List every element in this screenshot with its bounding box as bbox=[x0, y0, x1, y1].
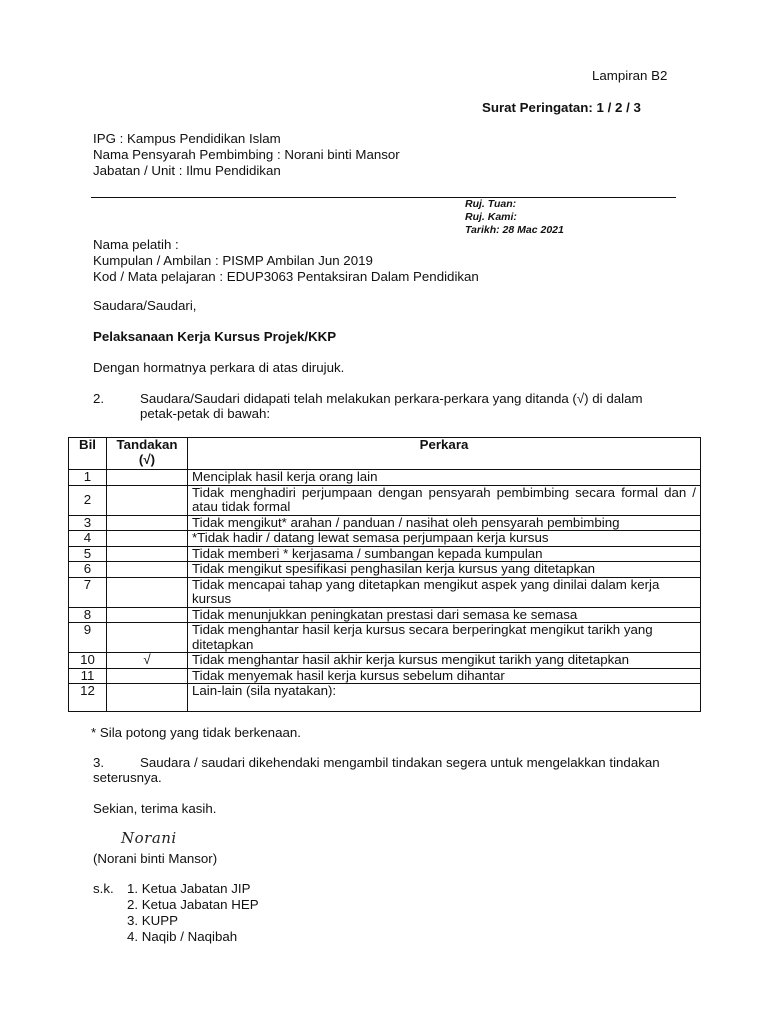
row-number: 9 bbox=[69, 623, 107, 653]
row-description: Tidak menghantar hasil kerja kursus secara berperingkat mengikut tarikh yang ditetapkan bbox=[188, 623, 701, 653]
table-row bbox=[69, 623, 701, 653]
row-number: 3 bbox=[69, 515, 107, 531]
cc-item: 4. Naqib / Naqibah bbox=[127, 929, 238, 944]
table-row bbox=[69, 485, 701, 515]
para2-number: 2. bbox=[93, 391, 105, 406]
table-row bbox=[69, 531, 701, 547]
level-separator: / bbox=[603, 100, 616, 115]
table-row bbox=[69, 607, 701, 623]
row-checkbox[interactable] bbox=[107, 546, 188, 562]
cc-item: 3. KUPP bbox=[127, 913, 178, 928]
trainee-name: Nama pelatih : bbox=[93, 237, 179, 252]
row-number: 11 bbox=[69, 668, 107, 684]
col-header-tandakan bbox=[107, 438, 188, 470]
para2-line2: petak-petak di bawah: bbox=[140, 406, 271, 421]
opening-line: Dengan hormatnya perkara di atas dirujuk. bbox=[93, 360, 345, 375]
col-header-bil: Bil bbox=[69, 438, 107, 470]
table-row bbox=[69, 668, 701, 684]
offence-table bbox=[68, 437, 701, 712]
row-number: 12 bbox=[69, 684, 107, 712]
row-description: Tidak mengikut* arahan / panduan / nasihat oleh pensyarah pembimbing bbox=[188, 515, 701, 531]
row-number: 8 bbox=[69, 607, 107, 623]
row-description: Tidak menunjukkan peningkatan prestasi dari semasa ke semasa bbox=[188, 607, 701, 623]
table-row bbox=[69, 653, 701, 669]
row-checkbox[interactable] bbox=[107, 607, 188, 623]
closing-line: Sekian, terima kasih. bbox=[93, 801, 217, 816]
institution-ipg: IPG : Kampus Pendidikan Islam bbox=[93, 131, 281, 146]
warning-letter-label bbox=[482, 100, 641, 116]
appendix-label: Lampiran B2 bbox=[592, 68, 668, 83]
warning-level-3: 3 bbox=[633, 100, 641, 115]
row-number: 1 bbox=[69, 470, 107, 486]
ref-tuan: Ruj. Tuan: bbox=[465, 198, 517, 210]
row-checkbox[interactable] bbox=[107, 485, 188, 515]
table-row bbox=[69, 562, 701, 578]
cc-item: 1. Ketua Jabatan JIP bbox=[127, 881, 251, 896]
salutation: Saudara/Saudari, bbox=[93, 298, 197, 313]
row-checkbox[interactable] bbox=[107, 562, 188, 578]
signatory-name: (Norani binti Mansor) bbox=[93, 851, 218, 866]
row-description: Tidak menghantar hasil akhir kerja kursus mengikut tarikh yang ditetapkan bbox=[188, 653, 701, 669]
cc-label: s.k. bbox=[93, 881, 114, 896]
supervisor-name: Nama Pensyarah Pembimbing : Norani binti Mansor bbox=[93, 147, 400, 162]
course-code: Kod / Mata pelajaran : EDUP3063 Pentaksiran Dalam Pendidikan bbox=[93, 269, 479, 284]
col-header-perkara: Perkara bbox=[188, 438, 701, 470]
row-description: *Tidak hadir / datang lewat semasa perjumpaan kerja kursus bbox=[188, 531, 701, 547]
warning-level-1: 1 bbox=[596, 100, 604, 115]
footnote: * Sila potong yang tidak berkenaan. bbox=[91, 725, 301, 740]
row-description: Tidak memberi * kerjasama / sumbangan kepada kumpulan bbox=[188, 546, 701, 562]
row-description: Tidak menghadiri perjumpaan dengan pensyarah pembimbing secara formal dan / atau tidak formal bbox=[188, 485, 701, 515]
row-description: Menciplak hasil kerja orang lain bbox=[188, 470, 701, 486]
row-checkbox[interactable]: √ bbox=[107, 653, 188, 669]
row-checkbox[interactable] bbox=[107, 577, 188, 607]
row-checkbox[interactable] bbox=[107, 684, 188, 712]
department: Jabatan / Unit : Ilmu Pendidikan bbox=[93, 163, 281, 178]
warning-level-2: 2 bbox=[615, 100, 623, 115]
table-row bbox=[69, 515, 701, 531]
cc-item: 2. Ketua Jabatan HEP bbox=[127, 897, 259, 912]
check-symbol-label: (√) bbox=[138, 451, 156, 467]
row-description: Tidak mengikut spesifikasi penghasilan kerja kursus yang ditetapkan bbox=[188, 562, 701, 578]
para3-line1: Saudara / saudari dikehendaki mengambil tindakan segera untuk mengelakkan tindakan bbox=[140, 755, 660, 770]
letter-subject: Pelaksanaan Kerja Kursus Projek/KKP bbox=[93, 329, 337, 344]
row-number: 5 bbox=[69, 546, 107, 562]
table-row bbox=[69, 470, 701, 486]
tandakan-label: Tandakan bbox=[116, 437, 178, 452]
trainee-group: Kumpulan / Ambilan : PISMP Ambilan Jun 2019 bbox=[93, 253, 373, 268]
row-description: Tidak mencapai tahap yang ditetapkan mengikut aspek yang dinilai dalam kerja kursus bbox=[188, 577, 701, 607]
row-checkbox[interactable] bbox=[107, 623, 188, 653]
level-separator: / bbox=[622, 100, 634, 115]
warning-letter-title: Surat Peringatan: bbox=[482, 100, 597, 115]
row-checkbox[interactable] bbox=[107, 531, 188, 547]
para3-number: 3. bbox=[93, 755, 105, 770]
row-number: 7 bbox=[69, 577, 107, 607]
table-row bbox=[69, 684, 701, 712]
row-number: 2 bbox=[69, 485, 107, 515]
divider-line bbox=[91, 197, 676, 198]
para2-line1: Saudara/Saudari didapati telah melakukan perkara-perkara yang ditanda (√) di dalam bbox=[140, 391, 643, 406]
handwritten-signature: Norani bbox=[121, 829, 177, 847]
table-row bbox=[69, 577, 701, 607]
row-description: Lain-lain (sila nyatakan): bbox=[188, 684, 701, 712]
row-number: 6 bbox=[69, 562, 107, 578]
row-description: Tidak menyemak hasil kerja kursus sebelum dihantar bbox=[188, 668, 701, 684]
row-checkbox[interactable] bbox=[107, 470, 188, 486]
row-number: 10 bbox=[69, 653, 107, 669]
row-number: 4 bbox=[69, 531, 107, 547]
ref-date: Tarikh: 28 Mac 2021 bbox=[465, 224, 564, 236]
row-checkbox[interactable] bbox=[107, 515, 188, 531]
para3-line2: seterusnya. bbox=[93, 770, 162, 785]
row-checkbox[interactable] bbox=[107, 668, 188, 684]
table-row bbox=[69, 546, 701, 562]
ref-kami: Ruj. Kami: bbox=[465, 211, 517, 223]
table-header-row bbox=[69, 438, 701, 470]
